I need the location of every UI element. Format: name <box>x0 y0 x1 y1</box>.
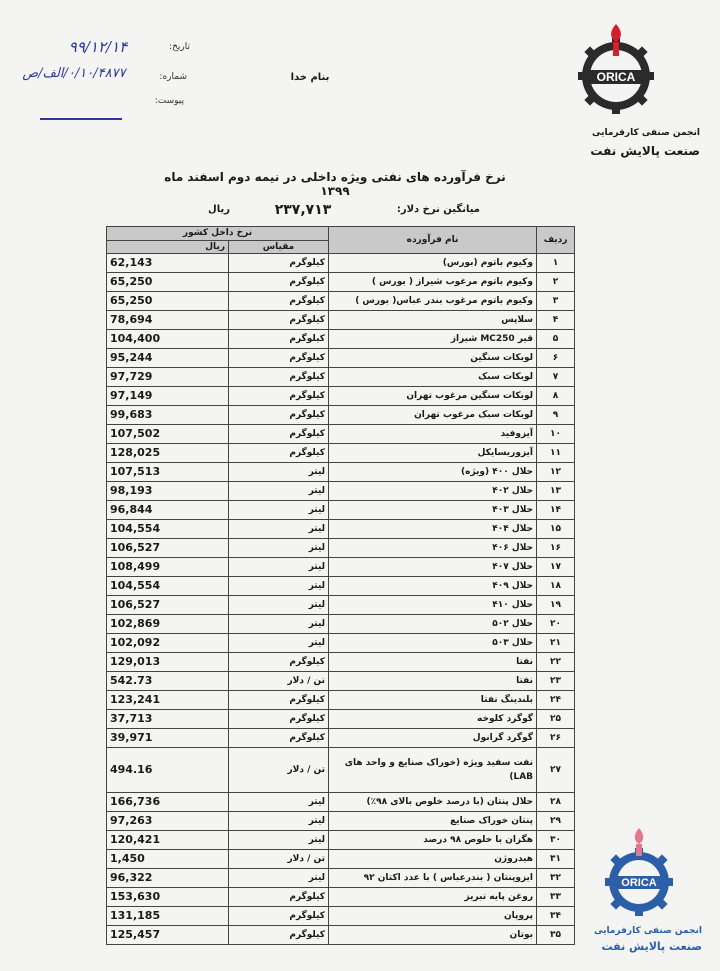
product-name: وکیوم باتوم مرغوب بندر عباس( بورس ) <box>329 292 537 311</box>
table-row <box>107 387 575 406</box>
product-name: هگزان با خلوص ۹۸ درصد <box>329 831 537 850</box>
unit-cell: لیتر <box>229 615 329 634</box>
header-price-group: نرخ داخل کشور <box>107 227 329 241</box>
price-value: 65,250 <box>107 273 229 292</box>
row-index: ۲۰ <box>537 615 575 634</box>
table-row <box>107 330 575 349</box>
unit-cell: کیلوگرم <box>229 444 329 463</box>
table-row <box>107 501 575 520</box>
price-value: 106,527 <box>107 596 229 615</box>
unit-cell: تن / دلار <box>229 748 329 793</box>
logo-text-bottom: ORICA <box>621 877 657 889</box>
price-value: 97,149 <box>107 387 229 406</box>
product-name: گوگرد کلوخه <box>329 710 537 729</box>
header-row-index: ردیف <box>537 227 575 254</box>
row-index: ۱۱ <box>537 444 575 463</box>
table-row <box>107 273 575 292</box>
row-index: ۳۵ <box>537 926 575 945</box>
row-index: ۲۹ <box>537 812 575 831</box>
product-name: حلال ۴۰۴ <box>329 520 537 539</box>
price-value: 125,457 <box>107 926 229 945</box>
row-index: ۲۸ <box>537 793 575 812</box>
row-index: ۱۳ <box>537 482 575 501</box>
row-index: ۱۵ <box>537 520 575 539</box>
row-index: ۲ <box>537 273 575 292</box>
unit-cell: تن / دلار <box>229 672 329 691</box>
price-value: 37,713 <box>107 710 229 729</box>
price-value: 96,322 <box>107 869 229 888</box>
product-name: آیزوفید <box>329 425 537 444</box>
unit-cell: کیلوگرم <box>229 368 329 387</box>
orica-logo-bottom <box>596 822 682 922</box>
table-row <box>107 558 575 577</box>
org-name-line1: انجمن صنفی کارفرمایی <box>591 128 700 138</box>
price-value: 104,400 <box>107 330 229 349</box>
product-name: حلال ۴۰۳ <box>329 501 537 520</box>
table-row <box>107 672 575 691</box>
table-row <box>107 615 575 634</box>
unit-cell: کیلوگرم <box>229 653 329 672</box>
price-value: 62,143 <box>107 254 229 273</box>
price-value: 123,241 <box>107 691 229 710</box>
price-value: 98,193 <box>107 482 229 501</box>
product-name: ایزوپنتان ( بندرعباس ) با عدد اکتان ۹۲ <box>329 869 537 888</box>
price-value: 104,554 <box>107 520 229 539</box>
attachment-label: پیوست: <box>154 96 184 106</box>
table-row <box>107 812 575 831</box>
price-value: 102,092 <box>107 634 229 653</box>
orica-logo-top <box>566 18 666 118</box>
price-value: 99,683 <box>107 406 229 425</box>
price-value: 153,630 <box>107 888 229 907</box>
product-name: حلال ۵۰۲ <box>329 615 537 634</box>
table-row <box>107 520 575 539</box>
org-name-line2: صنعت پالایش نفت <box>590 144 700 158</box>
row-index: ۶ <box>537 349 575 368</box>
row-index: ۵ <box>537 330 575 349</box>
header-product-name: نام فرآورده <box>329 227 537 254</box>
unit-cell: کیلوگرم <box>229 292 329 311</box>
unit-cell: کیلوگرم <box>229 406 329 425</box>
unit-cell: لیتر <box>229 558 329 577</box>
table-row <box>107 254 575 273</box>
row-index: ۲۶ <box>537 729 575 748</box>
table-row <box>107 292 575 311</box>
product-name: وکیوم باتوم مرغوب شیراز ( بورس ) <box>329 273 537 292</box>
unit-cell: کیلوگرم <box>229 729 329 748</box>
row-index: ۷ <box>537 368 575 387</box>
row-index: ۲۳ <box>537 672 575 691</box>
table-row <box>107 850 575 869</box>
unit-cell: لیتر <box>229 482 329 501</box>
date-label: تاریخ: <box>169 42 190 52</box>
row-index: ۲۷ <box>537 748 575 793</box>
dollar-rate-unit: ریال <box>208 204 230 215</box>
table-row <box>107 577 575 596</box>
table-row <box>107 368 575 387</box>
number-label: شماره: <box>159 72 187 82</box>
table-row <box>107 653 575 672</box>
price-value: 542.73 <box>107 672 229 691</box>
unit-cell: لیتر <box>229 596 329 615</box>
product-name: حلال ۴۰۰ (ویژه) <box>329 463 537 482</box>
unit-cell: لیتر <box>229 634 329 653</box>
org-name-bottom-line1: انجمن صنفی کارفرمایی <box>593 926 702 936</box>
price-value: 166,736 <box>107 793 229 812</box>
product-name: پنتان خوراک صنایع <box>329 812 537 831</box>
row-index: ۳۴ <box>537 907 575 926</box>
logo-text: ORICA <box>596 70 636 84</box>
unit-cell: کیلوگرم <box>229 349 329 368</box>
table-row <box>107 634 575 653</box>
unit-cell: تن / دلار <box>229 850 329 869</box>
table-row <box>107 596 575 615</box>
table-row <box>107 869 575 888</box>
row-index: ۲۲ <box>537 653 575 672</box>
product-name: نفت سفید ویژه (خوراک صنایع و واحد های LAB) <box>329 748 537 793</box>
table-row <box>107 406 575 425</box>
org-name-bottom-line2: صنعت پالایش نفت <box>601 940 702 953</box>
price-table <box>106 226 575 945</box>
table-row <box>107 710 575 729</box>
row-index: ۲۴ <box>537 691 575 710</box>
price-value: 97,729 <box>107 368 229 387</box>
unit-cell: کیلوگرم <box>229 273 329 292</box>
unit-cell: کیلوگرم <box>229 691 329 710</box>
price-value: 108,499 <box>107 558 229 577</box>
unit-cell: کیلوگرم <box>229 311 329 330</box>
price-value: 107,502 <box>107 425 229 444</box>
product-name: روغن پایه تبریز <box>329 888 537 907</box>
price-value: 129,013 <box>107 653 229 672</box>
row-index: ۱۹ <box>537 596 575 615</box>
unit-cell: کیلوگرم <box>229 254 329 273</box>
price-value: 120,421 <box>107 831 229 850</box>
unit-cell: لیتر <box>229 869 329 888</box>
table-row <box>107 691 575 710</box>
unit-cell: کیلوگرم <box>229 888 329 907</box>
unit-cell: لیتر <box>229 501 329 520</box>
price-value: 96,844 <box>107 501 229 520</box>
table-row <box>107 907 575 926</box>
product-name: گوگرد گرانول <box>329 729 537 748</box>
row-index: ۱۷ <box>537 558 575 577</box>
product-name: هیدروژن <box>329 850 537 869</box>
unit-cell: کیلوگرم <box>229 710 329 729</box>
unit-cell: کیلوگرم <box>229 926 329 945</box>
dollar-rate-label: میانگین نرخ دلار: <box>396 204 480 215</box>
row-index: ۳۳ <box>537 888 575 907</box>
table-row <box>107 425 575 444</box>
price-value: 102,869 <box>107 615 229 634</box>
price-value: 104,554 <box>107 577 229 596</box>
row-index: ۱۴ <box>537 501 575 520</box>
unit-cell: کیلوگرم <box>229 330 329 349</box>
table-row <box>107 463 575 482</box>
price-value: 39,971 <box>107 729 229 748</box>
price-value: 95,244 <box>107 349 229 368</box>
row-index: ۱۰ <box>537 425 575 444</box>
product-name: وکیوم باتوم (بورس) <box>329 254 537 273</box>
table-row <box>107 349 575 368</box>
table-row <box>107 831 575 850</box>
date-value: ۹۹/۱۲/۱۴ <box>68 38 128 56</box>
price-value: 131,185 <box>107 907 229 926</box>
product-name: لوبکات سنگین مرغوب تهران <box>329 387 537 406</box>
row-index: ۱۸ <box>537 577 575 596</box>
table-row <box>107 444 575 463</box>
table-row <box>107 729 575 748</box>
row-index: ۳۲ <box>537 869 575 888</box>
product-name: نفتا <box>329 672 537 691</box>
price-value: 107,513 <box>107 463 229 482</box>
product-name: حلال ۴۰۶ <box>329 539 537 558</box>
row-index: ۱۲ <box>537 463 575 482</box>
price-value: 494.16 <box>107 748 229 793</box>
unit-cell: لیتر <box>229 831 329 850</box>
product-name: حلال ۴۱۰ <box>329 596 537 615</box>
header-rial: ریال <box>107 240 229 254</box>
product-name: حلال ۵۰۳ <box>329 634 537 653</box>
row-index: ۳ <box>537 292 575 311</box>
unit-cell: لیتر <box>229 793 329 812</box>
product-name: لوبکات سبک <box>329 368 537 387</box>
unit-cell: لیتر <box>229 463 329 482</box>
table-row <box>107 482 575 501</box>
product-name: لوبکات سبک مرغوب تهران <box>329 406 537 425</box>
unit-cell: کیلوگرم <box>229 387 329 406</box>
bismillah-heading: بنام خدا <box>290 72 330 83</box>
row-index: ۴ <box>537 311 575 330</box>
row-index: ۹ <box>537 406 575 425</box>
price-value: 65,250 <box>107 292 229 311</box>
row-index: ۳۰ <box>537 831 575 850</box>
table-row <box>107 311 575 330</box>
attachment-pen-line <box>40 118 122 120</box>
table-row <box>107 793 575 812</box>
unit-cell: کیلوگرم <box>229 907 329 926</box>
row-index: ۱ <box>537 254 575 273</box>
price-value: 1,450 <box>107 850 229 869</box>
table-row <box>107 539 575 558</box>
product-name: لوبکات سنگین <box>329 349 537 368</box>
header-unit: مقیاس <box>229 240 329 254</box>
table-row <box>107 926 575 945</box>
product-name: حلال ۴۰۲ <box>329 482 537 501</box>
product-name: حلال ۴۰۹ <box>329 577 537 596</box>
product-name: حلال پنتان (با درصد خلوص بالای ۹۸٪) <box>329 793 537 812</box>
product-name: پروپان <box>329 907 537 926</box>
product-name: بوتان <box>329 926 537 945</box>
unit-cell: کیلوگرم <box>229 425 329 444</box>
row-index: ۲۱ <box>537 634 575 653</box>
unit-cell: لیتر <box>229 812 329 831</box>
price-value: 128,025 <box>107 444 229 463</box>
row-index: ۲۵ <box>537 710 575 729</box>
product-name: حلال ۴۰۷ <box>329 558 537 577</box>
product-name: نفتا <box>329 653 537 672</box>
number-value: ۰/۱۰/۴۸۷۷/الف/ص <box>22 66 126 81</box>
table-row <box>107 888 575 907</box>
price-value: 106,527 <box>107 539 229 558</box>
product-name: آیزوریسایکل <box>329 444 537 463</box>
document-title: نرخ فرآورده های نفتی ویژه داخلی در نیمه دوم اسفند ماه ۱۳۹۹ <box>164 170 506 198</box>
row-index: ۸ <box>537 387 575 406</box>
price-value: 97,263 <box>107 812 229 831</box>
unit-cell: لیتر <box>229 539 329 558</box>
table-row <box>107 748 575 793</box>
dollar-rate-value: ۲۳۷,۷۱۳ <box>274 202 332 218</box>
unit-cell: لیتر <box>229 520 329 539</box>
unit-cell: لیتر <box>229 577 329 596</box>
row-index: ۳۱ <box>537 850 575 869</box>
price-value: 78,694 <box>107 311 229 330</box>
product-name: قیر MC250 شیراز <box>329 330 537 349</box>
row-index: ۱۶ <box>537 539 575 558</box>
product-name: بلندینگ نفتا <box>329 691 537 710</box>
product-name: سلاپس <box>329 311 537 330</box>
